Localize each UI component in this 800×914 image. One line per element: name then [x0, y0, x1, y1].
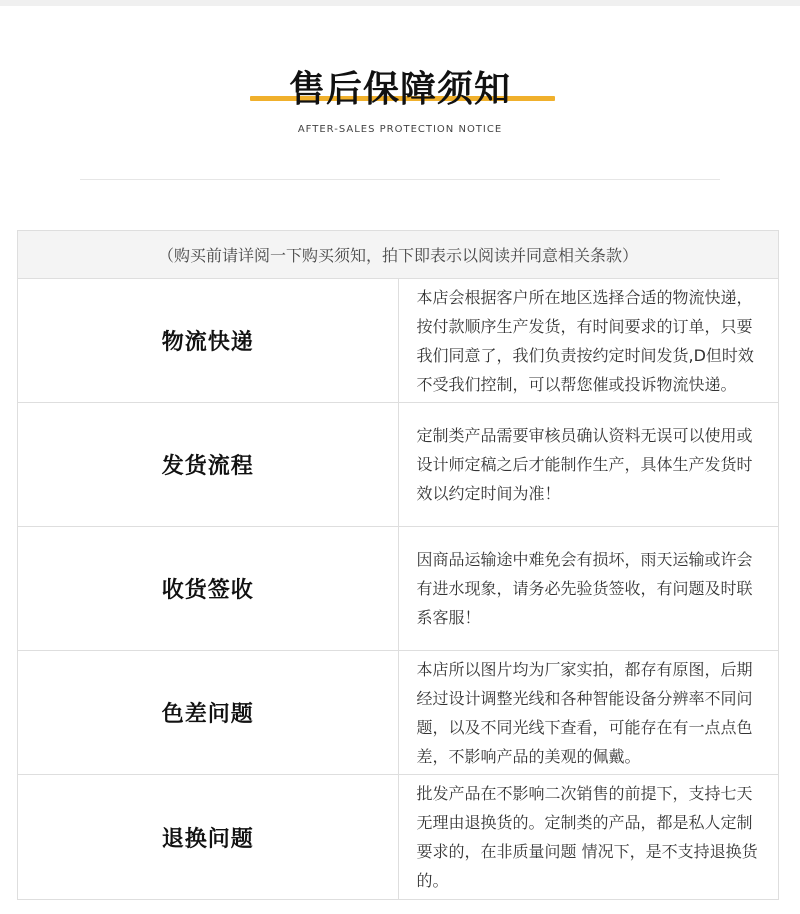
- notice-header-row: [18, 231, 779, 279]
- row-content: 因商品运输途中难免会有损坏，雨天运输或许会有进水现象，请务必先验货签收，有问题及时联系客服！: [398, 527, 779, 651]
- row-content: 本店所以图片均为厂家实拍，都存有原图，后期经过设计调整光线和各种智能设备分辨率不同问题，以及不同光线下查看，可能存在有一点点色差，不影响产品的美观的佩戴。: [398, 651, 779, 775]
- notice-row-shipping-process: [18, 403, 779, 527]
- top-strip: [0, 0, 800, 6]
- notice-table: [17, 230, 779, 900]
- title-section: [0, 60, 800, 120]
- notice-row-receipt: [18, 527, 779, 651]
- row-label: 收货签收: [18, 527, 399, 651]
- page-title: 售后保障须知: [288, 69, 511, 110]
- row-content: 定制类产品需要审核员确认资料无误可以使用或设计师定稿之后才能制作生产，具体生产发货时效以约定时间为准！: [398, 403, 779, 527]
- page-subtitle: AFTER-SALES PROTECTION NOTICE: [297, 124, 503, 135]
- notice-row-returns: [18, 775, 779, 900]
- divider: [80, 179, 720, 180]
- notice-row-logistics: [18, 279, 779, 403]
- row-content: 批发产品在不影响二次销售的前提下，支持七天无理由退换货的。定制类的产品，都是私人定制要求的，在非质量问题 情况下，是不支持退换货的。: [398, 775, 779, 900]
- notice-row-color-difference: [18, 651, 779, 775]
- row-label: 色差问题: [18, 651, 399, 775]
- row-content: 本店会根据客户所在地区选择合适的物流快递，按付款顺序生产发货，有时间要求的订单，只要我们同意了，我们负责按约定时间发货,D但时效不受我们控制，可以帮您催或投诉物流快递。: [398, 279, 779, 403]
- row-label: 退换问题: [18, 775, 399, 900]
- notice-header: （购买前请详阅一下购买须知，拍下即表示以阅读并同意相关条款）: [18, 231, 779, 279]
- row-label: 发货流程: [18, 403, 399, 527]
- row-label: 物流快递: [18, 279, 399, 403]
